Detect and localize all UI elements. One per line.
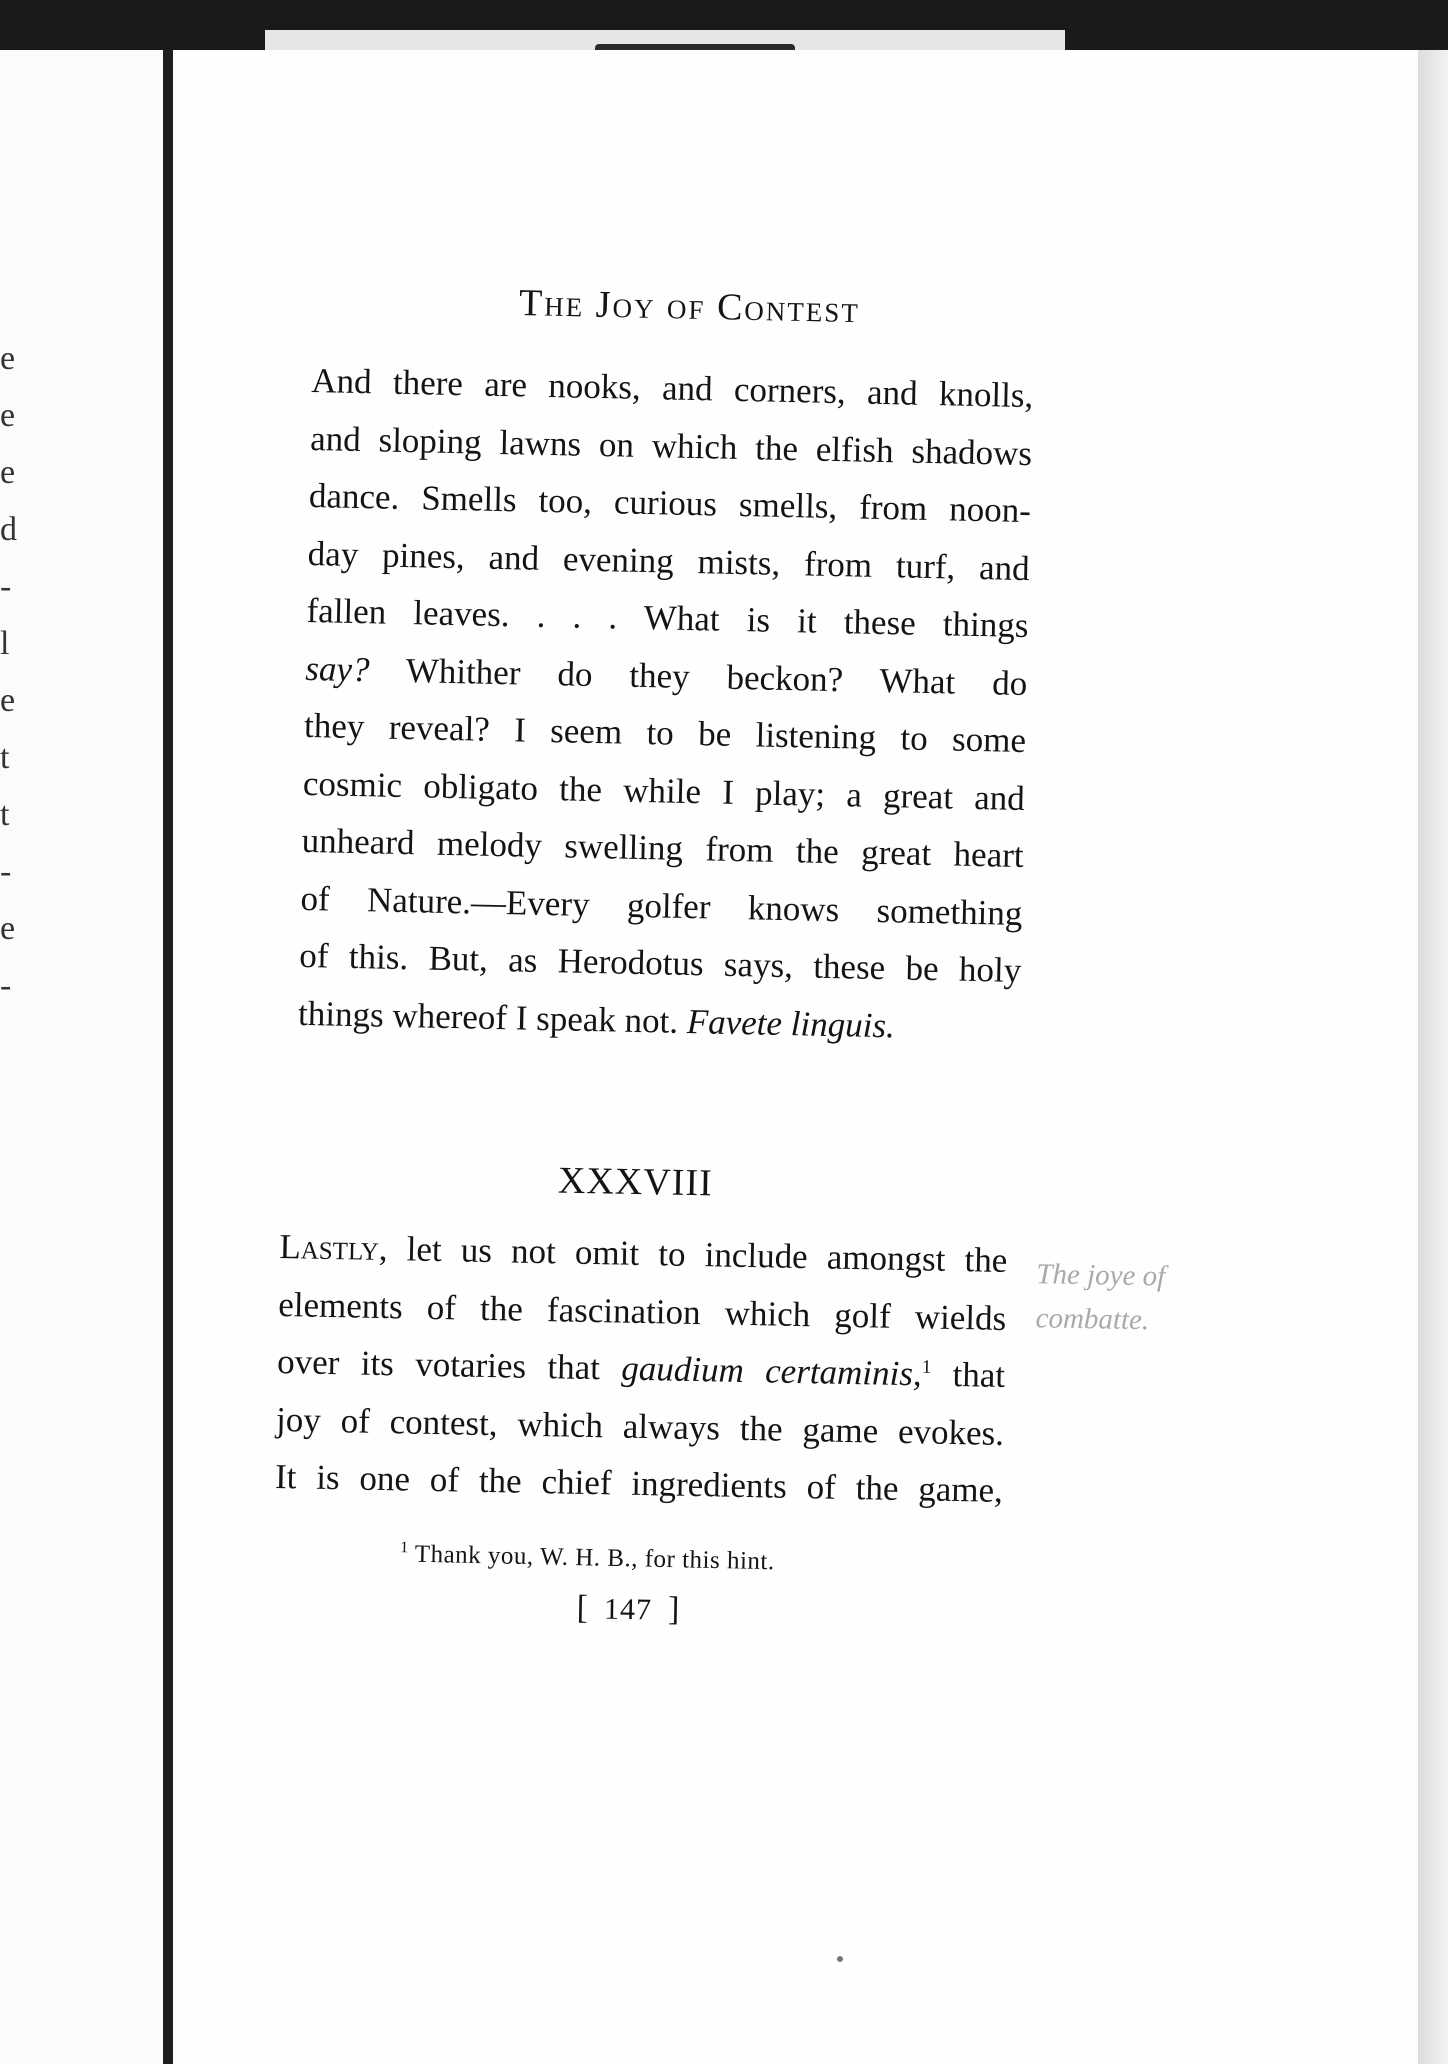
bracket-open: [ — [576, 1589, 589, 1627]
left-letter: - — [0, 967, 12, 1004]
text-line: unheard melody swelling from the great heart — [301, 820, 1025, 876]
marginal-line: combatte. — [1035, 1302, 1150, 1337]
bracket-close: ] — [667, 1590, 680, 1628]
italic-phrase: Favete linguis. — [686, 1001, 896, 1045]
book-spine — [163, 50, 173, 2064]
opening-word: Lastly — [279, 1226, 380, 1268]
scanner-top-edge — [0, 0, 1448, 50]
text-line: It is one of the chief ingredients of the game, — [274, 1456, 1004, 1510]
left-letter: e — [0, 910, 16, 947]
left-page-letters — [0, 330, 30, 1014]
marginal-note — [1035, 1252, 1237, 1343]
text-line: fallen leaves. . . . What is it these things — [306, 590, 1029, 646]
text-line: dance. Smells too, curious smells, from noon- — [308, 475, 1032, 531]
left-letter: t — [0, 739, 10, 776]
page-edge-shadow — [1418, 50, 1448, 2064]
footnote-text: Thank you, W. H. B., for this hint. — [408, 1540, 775, 1576]
left-letter: t — [0, 796, 10, 833]
text-line: elements of the fascination which golf wields — [277, 1284, 1007, 1338]
line-start: over its votaries that — [276, 1341, 622, 1388]
text-line: of Nature.—Every golfer knows something — [300, 878, 1023, 933]
line-rest: Whither do they beckon? What do — [369, 649, 1028, 703]
ink-speck — [837, 1956, 843, 1962]
line-rest: , let us not omit to include amongst the — [378, 1228, 1008, 1280]
page-number-value: 147 — [603, 1592, 653, 1627]
page-number — [558, 1589, 699, 1629]
left-page-fragment — [0, 50, 160, 2064]
text-line: And there are nooks, and corners, and knolls, — [310, 360, 1034, 416]
text-line: day pines, and evening mists, from turf, and — [307, 533, 1031, 588]
text-line: cosmic obligato the while I play; a great and — [302, 763, 1026, 818]
marginal-line: The joye of — [1036, 1258, 1166, 1293]
text-line: they reveal? I seem to be listening to some — [303, 705, 1027, 761]
left-letter: l — [0, 625, 10, 662]
text-line: of this. But, as Herodotus says, these be holy — [298, 935, 1022, 990]
footnote-reference: 1 — [921, 1356, 932, 1378]
left-letter: d — [0, 511, 17, 548]
footnote-marker: 1 — [400, 1539, 409, 1557]
left-letter: e — [0, 397, 16, 434]
running-head: The Joy of Contest — [518, 282, 861, 332]
left-letter: e — [0, 454, 16, 491]
chapter-number: XXXVIII — [557, 1159, 714, 1205]
text-line: and sloping lawns on which the elfish shadows — [309, 418, 1033, 473]
text-line: joy of contest, which always the game evokes. — [275, 1399, 1005, 1453]
paragraph-2 — [274, 1218, 1007, 1519]
line-end: that — [930, 1354, 1006, 1395]
left-letter: - — [0, 853, 12, 890]
paragraph-1 — [298, 352, 1034, 1057]
left-letter: e — [0, 340, 16, 377]
left-letter: e — [0, 682, 16, 719]
line-start: things whereof I speak not. — [297, 993, 688, 1041]
italic-phrase: gaudium certaminis, — [620, 1348, 923, 1394]
italic-word: say? — [304, 648, 370, 689]
left-letter: - — [0, 568, 12, 605]
